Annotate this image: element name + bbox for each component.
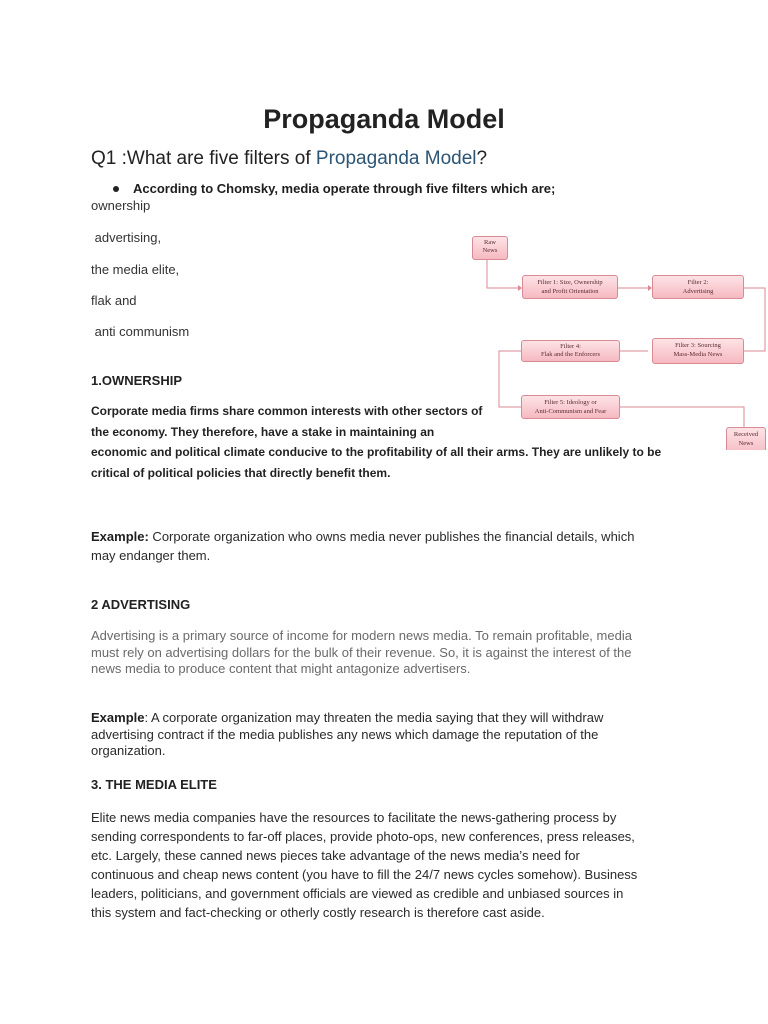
example-label: Example xyxy=(91,710,145,725)
question-accent: Propaganda Model xyxy=(315,148,477,169)
filter3-label: Filter 3: Sourcing xyxy=(675,342,721,349)
filter-list-item: advertising, xyxy=(91,230,162,245)
filter1-label: and Profit Orientation xyxy=(541,288,599,295)
filter3-label: Mass-Media News xyxy=(673,351,723,358)
media-elite-line: continuous and cheap news content (you have to fill the 24/7 news cycles somehow). Business xyxy=(91,867,638,882)
example-label: Example: xyxy=(91,529,149,544)
filter4-label: Filter 4: xyxy=(560,343,581,350)
raw-news-label: News xyxy=(482,247,498,254)
example-text: Corporate organization who owns media never publishes the financial details, which xyxy=(148,529,635,544)
advertising-paragraph xyxy=(91,628,691,678)
filter5-label: Anti-Communism and Fear xyxy=(534,408,607,415)
ownership-line: economic and political climate conducive to the profitability of all their arms. They are unlikely to be xyxy=(91,445,662,459)
received-news-box xyxy=(726,427,766,450)
media-elite-line: etc. Largely, these canned news pieces take advantage of the news media’s need for xyxy=(91,848,580,863)
filter5-label: Filter 5: Ideology or xyxy=(544,399,597,406)
filter1-label: Filter 1: Size, Ownership xyxy=(537,279,603,286)
filter-list-item: flak and xyxy=(91,293,137,308)
filter-list-item: ownership xyxy=(91,198,151,213)
advertising-line: Advertising is a primary source of income for modern news media. To remain profitable, media xyxy=(91,628,632,643)
filter1-box xyxy=(522,275,618,299)
filter4-box xyxy=(521,340,620,362)
filter2-label: Filter 2: xyxy=(687,279,709,286)
example-text: advertising contract if the media publishes any news which damage the reputation of the xyxy=(91,726,599,742)
intro-bullet xyxy=(113,181,555,196)
media-elite-line: Elite news media companies have the resources to facilitate the news-gathering process by xyxy=(91,810,617,825)
raw-news-label: Raw xyxy=(484,239,496,246)
received-news-label: News xyxy=(738,440,754,447)
section-heading-media-elite: 3. THE MEDIA ELITE xyxy=(91,777,217,792)
media-elite-line: this system and fact-checking or otherly costly research is therefore cast aside. xyxy=(91,905,545,920)
bullet-icon xyxy=(113,186,119,192)
ownership-line: the economy. They therefore, have a stake in maintaining an xyxy=(91,424,435,439)
section-heading-advertising: 2 ADVERTISING xyxy=(91,597,191,612)
ownership-paragraph xyxy=(91,401,691,483)
filter-list-item: anti communism xyxy=(91,324,190,339)
ownership-example xyxy=(91,527,691,565)
example-text: : A corporate organization may threaten the media saying that they will withdraw xyxy=(144,710,604,725)
media-elite-line: leaders, politicians, and government officials are viewed as credible and unbiased sources in xyxy=(91,886,624,901)
intro-bullet-text: According to Chomsky, media operate through five filters which are; xyxy=(133,181,556,196)
question-prefix: Q1 :What are five filters of xyxy=(91,148,316,169)
ownership-line: critical of political policies that directly benefit them. xyxy=(91,465,391,480)
example-text: may endanger them. xyxy=(91,548,211,563)
filter2-box xyxy=(652,275,744,299)
advertising-example xyxy=(91,710,691,760)
media-elite-line: sending correspondents to far-off places, provide photo-ops, new conferences, press releases, xyxy=(91,829,635,844)
advertising-line: news media to produce content that might antagonize advertisers. xyxy=(91,661,471,676)
raw-news-box xyxy=(472,236,508,260)
media-elite-paragraph xyxy=(91,808,691,922)
example-text: organization. xyxy=(91,743,166,758)
advertising-line: must rely on advertising dollars for the bulk of their revenue. So, it is against the interest of the xyxy=(91,644,632,660)
filter4-label: Flak and the Enforcers xyxy=(540,351,601,358)
question-heading xyxy=(91,148,487,170)
question-suffix: ? xyxy=(476,148,488,169)
ownership-line: Corporate media firms share common interests with other sectors of xyxy=(91,404,483,418)
filter-list-item: the media elite, xyxy=(91,262,180,277)
filter2-label: Advertising xyxy=(682,288,714,295)
page-title: Propaganda Model xyxy=(263,104,505,134)
section-heading-ownership: 1.OWNERSHIP xyxy=(91,373,183,388)
received-news-label: Received xyxy=(733,431,759,438)
filter3-box xyxy=(652,338,744,364)
